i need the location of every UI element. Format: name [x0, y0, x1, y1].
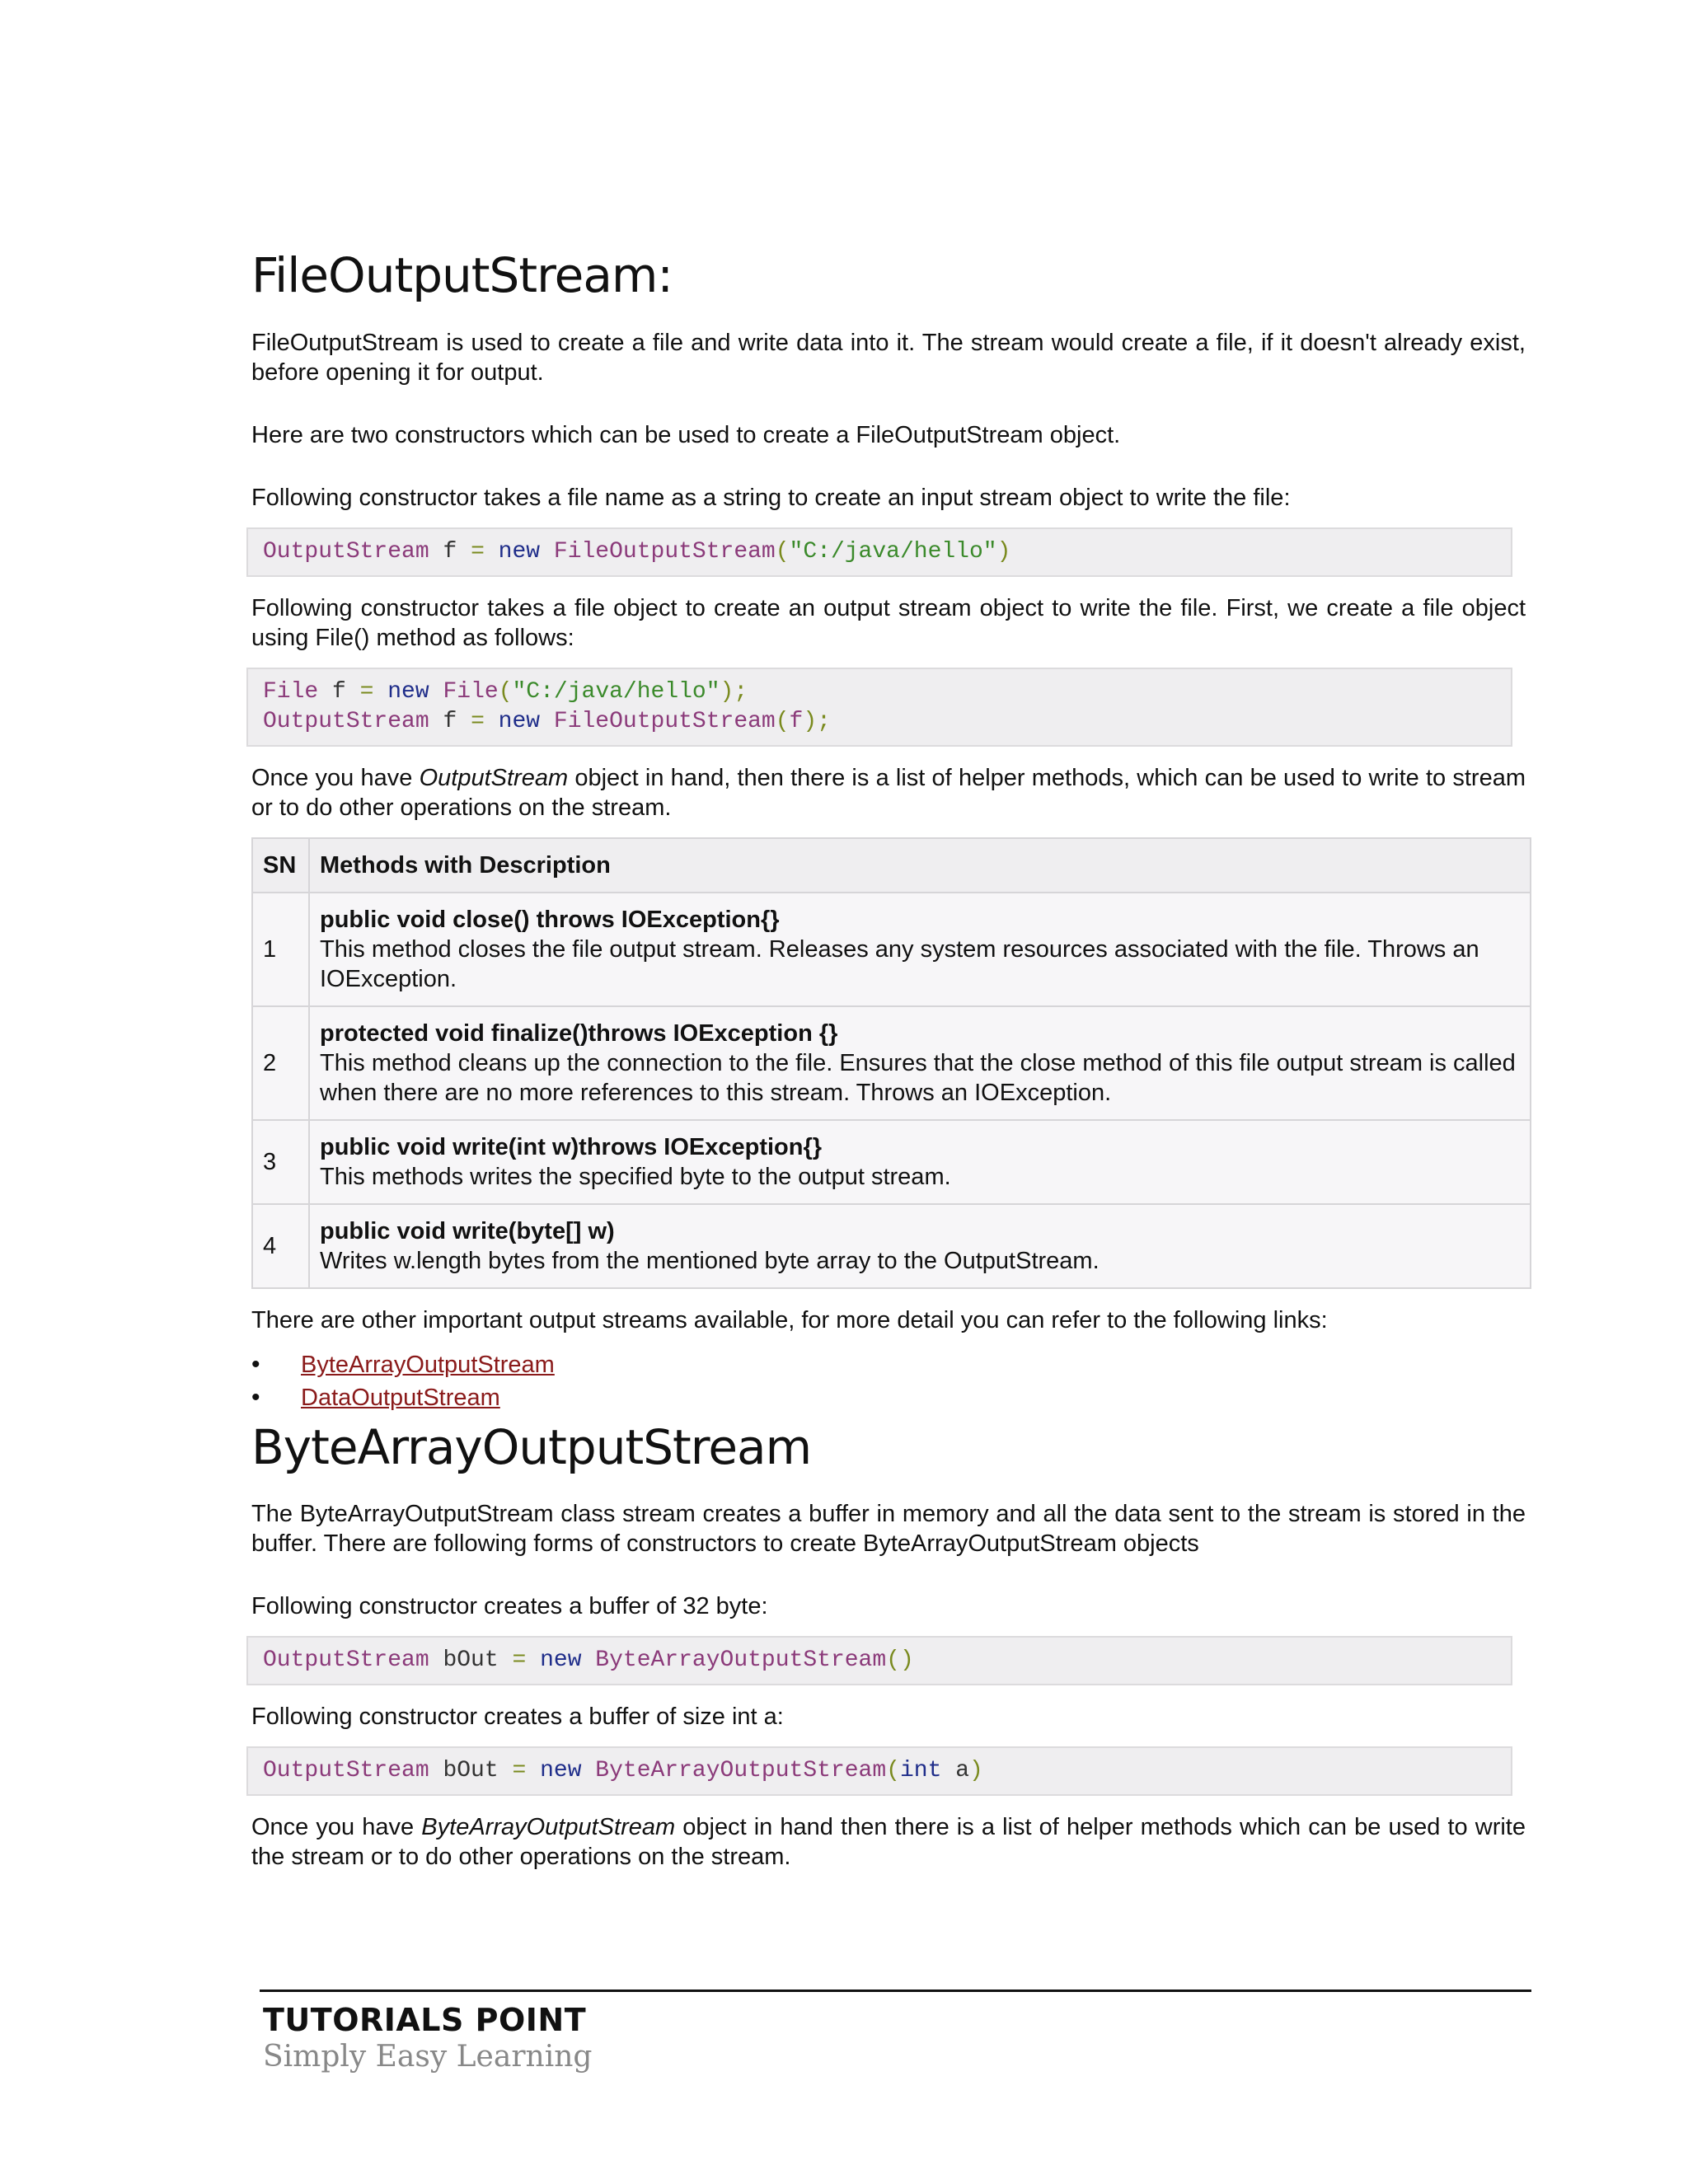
code-token: =	[359, 678, 374, 705]
row-sn: 1	[252, 893, 309, 1006]
code-block	[246, 668, 1512, 747]
code-block	[246, 1746, 1512, 1796]
link-bytearrayoutputstream[interactable]: ByteArrayOutputStream	[301, 1351, 555, 1378]
row-sn: 4	[252, 1204, 309, 1288]
method-description: This method closes the file output stream. Releases any system resources associated with the file. Throws an IOException.	[320, 935, 1479, 992]
code-token: FileOutputStream	[553, 538, 776, 565]
row-method	[309, 1006, 1531, 1120]
code-token: f	[789, 708, 804, 734]
code-token: );	[720, 678, 748, 705]
code-token: new	[484, 708, 554, 734]
table-row	[252, 893, 1531, 1006]
footer-tagline: Simply Easy Learning	[263, 2040, 593, 2074]
emphasis-text: ByteArrayOutputStream	[421, 1814, 676, 1841]
paragraph: There are other important output streams available, for more detail you can refer to the following links:	[251, 1306, 1328, 1333]
paragraph: Here are two constructors which can be used to create a FileOutputStream object.	[251, 421, 1121, 448]
paragraph: FileOutputStream is used to create a file and write data into it. The stream would create a file, if it doesn't already exist, before opening it for output.	[251, 329, 1526, 386]
links-list	[251, 1348, 1526, 1414]
code-token: (	[775, 538, 790, 565]
code-token: new	[484, 538, 554, 565]
method-signature: public void write(byte[] w)	[320, 1217, 615, 1244]
table-header-row	[252, 838, 1531, 893]
list-item	[251, 1381, 1526, 1414]
row-method	[309, 1120, 1531, 1204]
link-dataoutputstream[interactable]: DataOutputStream	[301, 1384, 500, 1411]
text-run: Once you have	[251, 1814, 422, 1841]
paragraph: Following constructor creates a buffer of size int a:	[251, 1704, 784, 1731]
code-token: f	[318, 678, 360, 705]
method-description: This methods writes the specified byte to the output stream.	[320, 1163, 951, 1190]
code-token: ByteArrayOutputStream	[595, 1647, 887, 1674]
column-header-methods: Methods with Description	[309, 838, 1531, 893]
method-description: Writes w.length bytes from the mentioned byte array to the OutputStream.	[320, 1247, 1100, 1274]
code-token: (	[886, 1758, 900, 1784]
code-token: (	[498, 678, 513, 705]
emphasis-text: OutputStream	[419, 764, 569, 791]
row-method	[309, 893, 1531, 1006]
column-header-sn: SN	[252, 838, 309, 893]
footer-brand: TUTORIALS POINT	[263, 2002, 587, 2038]
code-token: =	[512, 1758, 527, 1784]
code-token: =	[471, 708, 485, 734]
code-token: );	[803, 708, 831, 734]
method-signature: public void close() throws IOException{}	[320, 906, 780, 933]
code-token: FileOutputStream	[553, 708, 776, 734]
code-token: int	[899, 1758, 942, 1784]
code-token: )	[969, 1758, 983, 1784]
table-row	[252, 1006, 1531, 1120]
paragraph: Following constructor takes a file name as a string to create an input stream object to write the file:	[251, 484, 1291, 511]
table-row	[252, 1120, 1531, 1204]
row-sn: 3	[252, 1120, 309, 1204]
paragraph: Following constructor creates a buffer of 32 byte:	[251, 1593, 768, 1620]
code-token: "C:/java/hello"	[789, 538, 997, 565]
row-sn: 2	[252, 1006, 309, 1120]
paragraph: The ByteArrayOutputStream class stream creates a buffer in memory and all the data sent to the stream is stored in the buffer. There are following forms of constructors to create ByteArrayOutputStream objects	[251, 1501, 1526, 1558]
code-token: a	[941, 1758, 969, 1784]
code-token: "C:/java/hello"	[512, 678, 720, 705]
code-token: =	[512, 1647, 527, 1674]
code-token: File	[263, 678, 319, 705]
code-token: f	[429, 538, 471, 565]
code-token: bOut	[429, 1758, 513, 1784]
method-description: This method cleans up the connection to the file. Ensures that the close method of this file output stream is called when there are no more references to this stream. Throws an IOException.	[320, 1049, 1516, 1106]
method-signature: protected void finalize()throws IOException {}	[320, 1019, 838, 1047]
code-token: ByteArrayOutputStream	[595, 1758, 887, 1784]
page-content	[251, 247, 1526, 1872]
row-method	[309, 1204, 1531, 1288]
paragraph: Following constructor takes a file object to create an output stream object to write the file. First, we create a file object using File() method as follows:	[251, 594, 1526, 651]
paragraph	[251, 1812, 1526, 1872]
section-heading-bytearrayoutputstream: ByteArrayOutputStream	[251, 1418, 812, 1475]
code-token: )	[996, 538, 1011, 565]
method-signature: public void write(int w)throws IOException{}	[320, 1133, 823, 1160]
table-row	[252, 1204, 1531, 1288]
text-run: Once you have	[251, 764, 420, 791]
code-token: OutputStream	[263, 1758, 429, 1784]
code-token: bOut	[429, 1647, 513, 1674]
code-token: OutputStream	[263, 1647, 429, 1674]
methods-table	[251, 837, 1531, 1289]
list-item	[251, 1348, 1526, 1381]
code-token: ()	[886, 1647, 914, 1674]
text-run: object in hand then there is a list of helper methods which can be used to write the stream or to do other operations on the stream.	[251, 1814, 1526, 1871]
code-block	[246, 527, 1512, 577]
code-token: =	[471, 538, 485, 565]
code-token: f	[429, 708, 471, 734]
code-token: new	[373, 678, 443, 705]
code-block	[246, 1636, 1512, 1685]
page-footer	[260, 1990, 1531, 2074]
paragraph	[251, 763, 1526, 823]
text-run: object in hand, then there is a list of helper methods, which can be used to write to stream or to do other operations on the stream.	[251, 764, 1526, 821]
code-token: (	[775, 708, 790, 734]
section-heading-fileoutputstream: FileOutputStream:	[251, 247, 673, 303]
code-token: new	[526, 1758, 596, 1784]
code-token: OutputStream	[263, 538, 429, 565]
code-token: File	[443, 678, 499, 705]
code-token: new	[526, 1647, 596, 1674]
code-token: OutputStream	[263, 708, 429, 734]
